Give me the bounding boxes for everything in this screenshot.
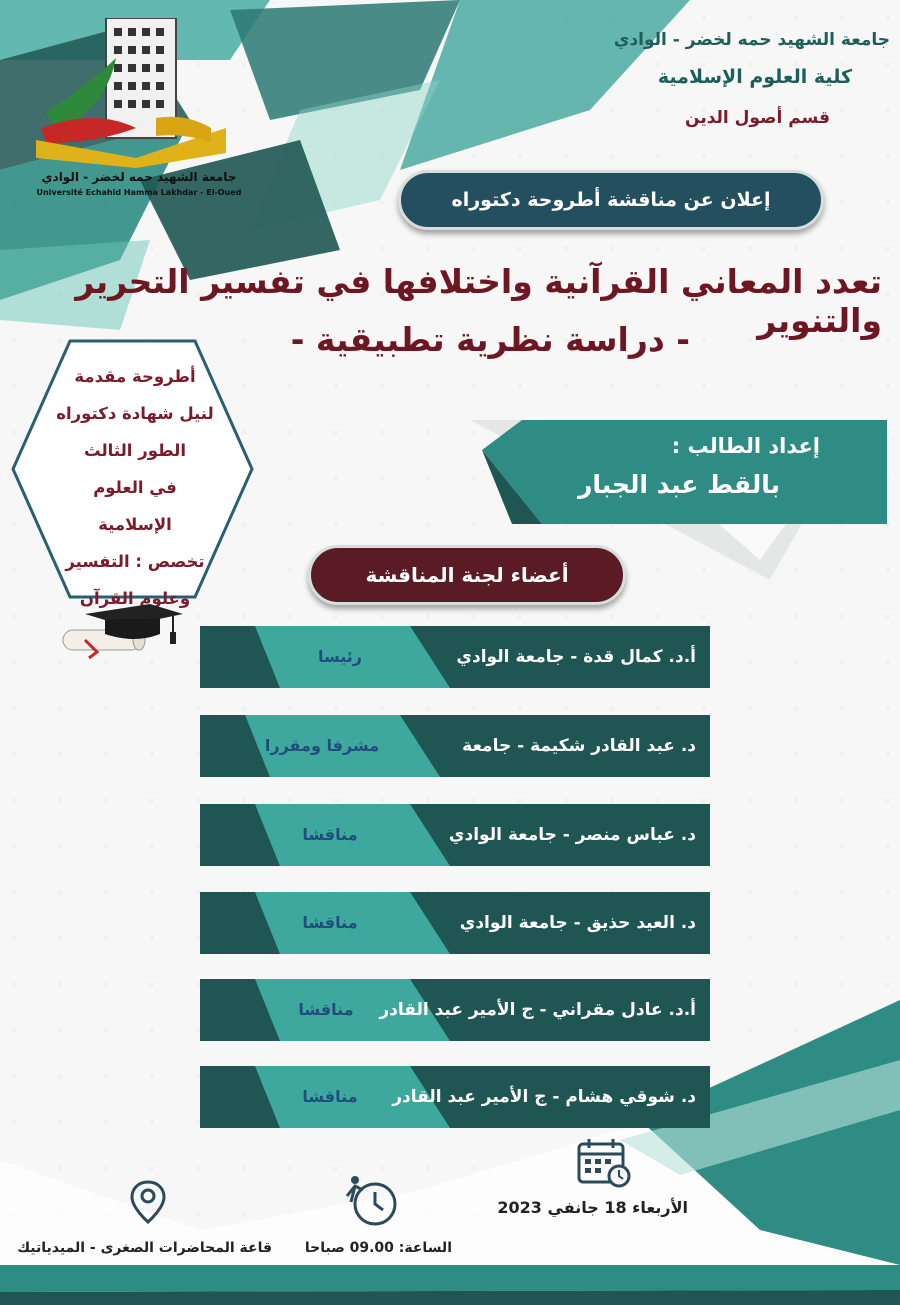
logo-french-text: Université Echahid Hamma Lakhdar - El-Oued — [36, 188, 242, 197]
member-name: أ.د. كمال قدة - جامعة الوادي — [456, 647, 696, 667]
degree-line: أطروحة مقدمة — [74, 367, 196, 386]
member-role: مناقشا — [298, 1000, 354, 1019]
university-name: جامعة الشهيد حمه لخضر - الوادي — [613, 30, 890, 50]
committee-member-row — [200, 892, 710, 954]
student-name: بالقط عبد الجبار — [577, 470, 780, 499]
announcement-banner: إعلان عن مناقشة أطروحة دكتوراه — [398, 170, 824, 230]
degree-line: وعلوم القرآن — [79, 589, 191, 608]
student-label: إعداد الطالب : — [671, 434, 820, 458]
clock-icon — [343, 1172, 399, 1228]
member-role: مناقشا — [302, 1087, 358, 1106]
event-venue: قاعة المحاضرات الصغرى - الميدياتيك — [17, 1240, 272, 1256]
event-date: الأربعاء 18 جانفي 2023 — [497, 1198, 688, 1217]
committee-member-row — [200, 979, 710, 1041]
thesis-title: تعدد المعاني القرآنية واختلافها في تفسير التحرير والتنوير — [75, 262, 882, 340]
member-role: رئيسا — [317, 647, 363, 666]
degree-line: الطور الثالث — [84, 441, 186, 460]
member-name: د. شوقي هشام - ج الأمير عبد القادر — [392, 1087, 696, 1107]
faculty-name: كلية العلوم الإسلامية — [657, 66, 852, 88]
degree-description — [55, 358, 215, 617]
thesis-subtitle: - دراسة نظرية تطبيقية - — [290, 320, 690, 359]
event-time: الساعة: 09.00 صباحا — [304, 1240, 452, 1256]
location-pin-icon — [128, 1178, 168, 1228]
member-name: د. العيد حذيق - جامعة الوادي — [459, 913, 696, 933]
member-role: مناقشا — [302, 825, 358, 844]
degree-line: تخصص : التفسير — [65, 552, 205, 571]
member-role: مناقشا — [302, 913, 358, 932]
committee-member-row — [200, 1066, 710, 1128]
committee-heading: أعضاء لجنة المناقشة — [308, 545, 626, 605]
member-name: أ.د. عادل مقراني - ج الأمير عبد القادر — [379, 1000, 696, 1020]
department-name: قسم أصول الدين — [685, 108, 830, 128]
member-name: د. عبد القادر شكيمة - جامعة — [462, 736, 696, 756]
committee-member-row — [200, 626, 710, 688]
logo-arabic-text: جامعة الشهيد حمه لخضر - الوادي — [41, 170, 237, 184]
committee-member-row — [200, 804, 710, 866]
graduation-cap-icon — [55, 602, 185, 660]
member-role: مشرفا ومقررا — [264, 736, 380, 755]
member-name: د. عباس منصر - جامعة الوادي — [448, 825, 696, 845]
degree-line: لنيل شهادة دكتوراه — [56, 404, 214, 423]
committee-member-row — [200, 715, 710, 777]
degree-line: في العلوم الإسلامية — [93, 478, 177, 534]
university-logo — [36, 18, 242, 198]
calendar-icon — [577, 1138, 631, 1188]
